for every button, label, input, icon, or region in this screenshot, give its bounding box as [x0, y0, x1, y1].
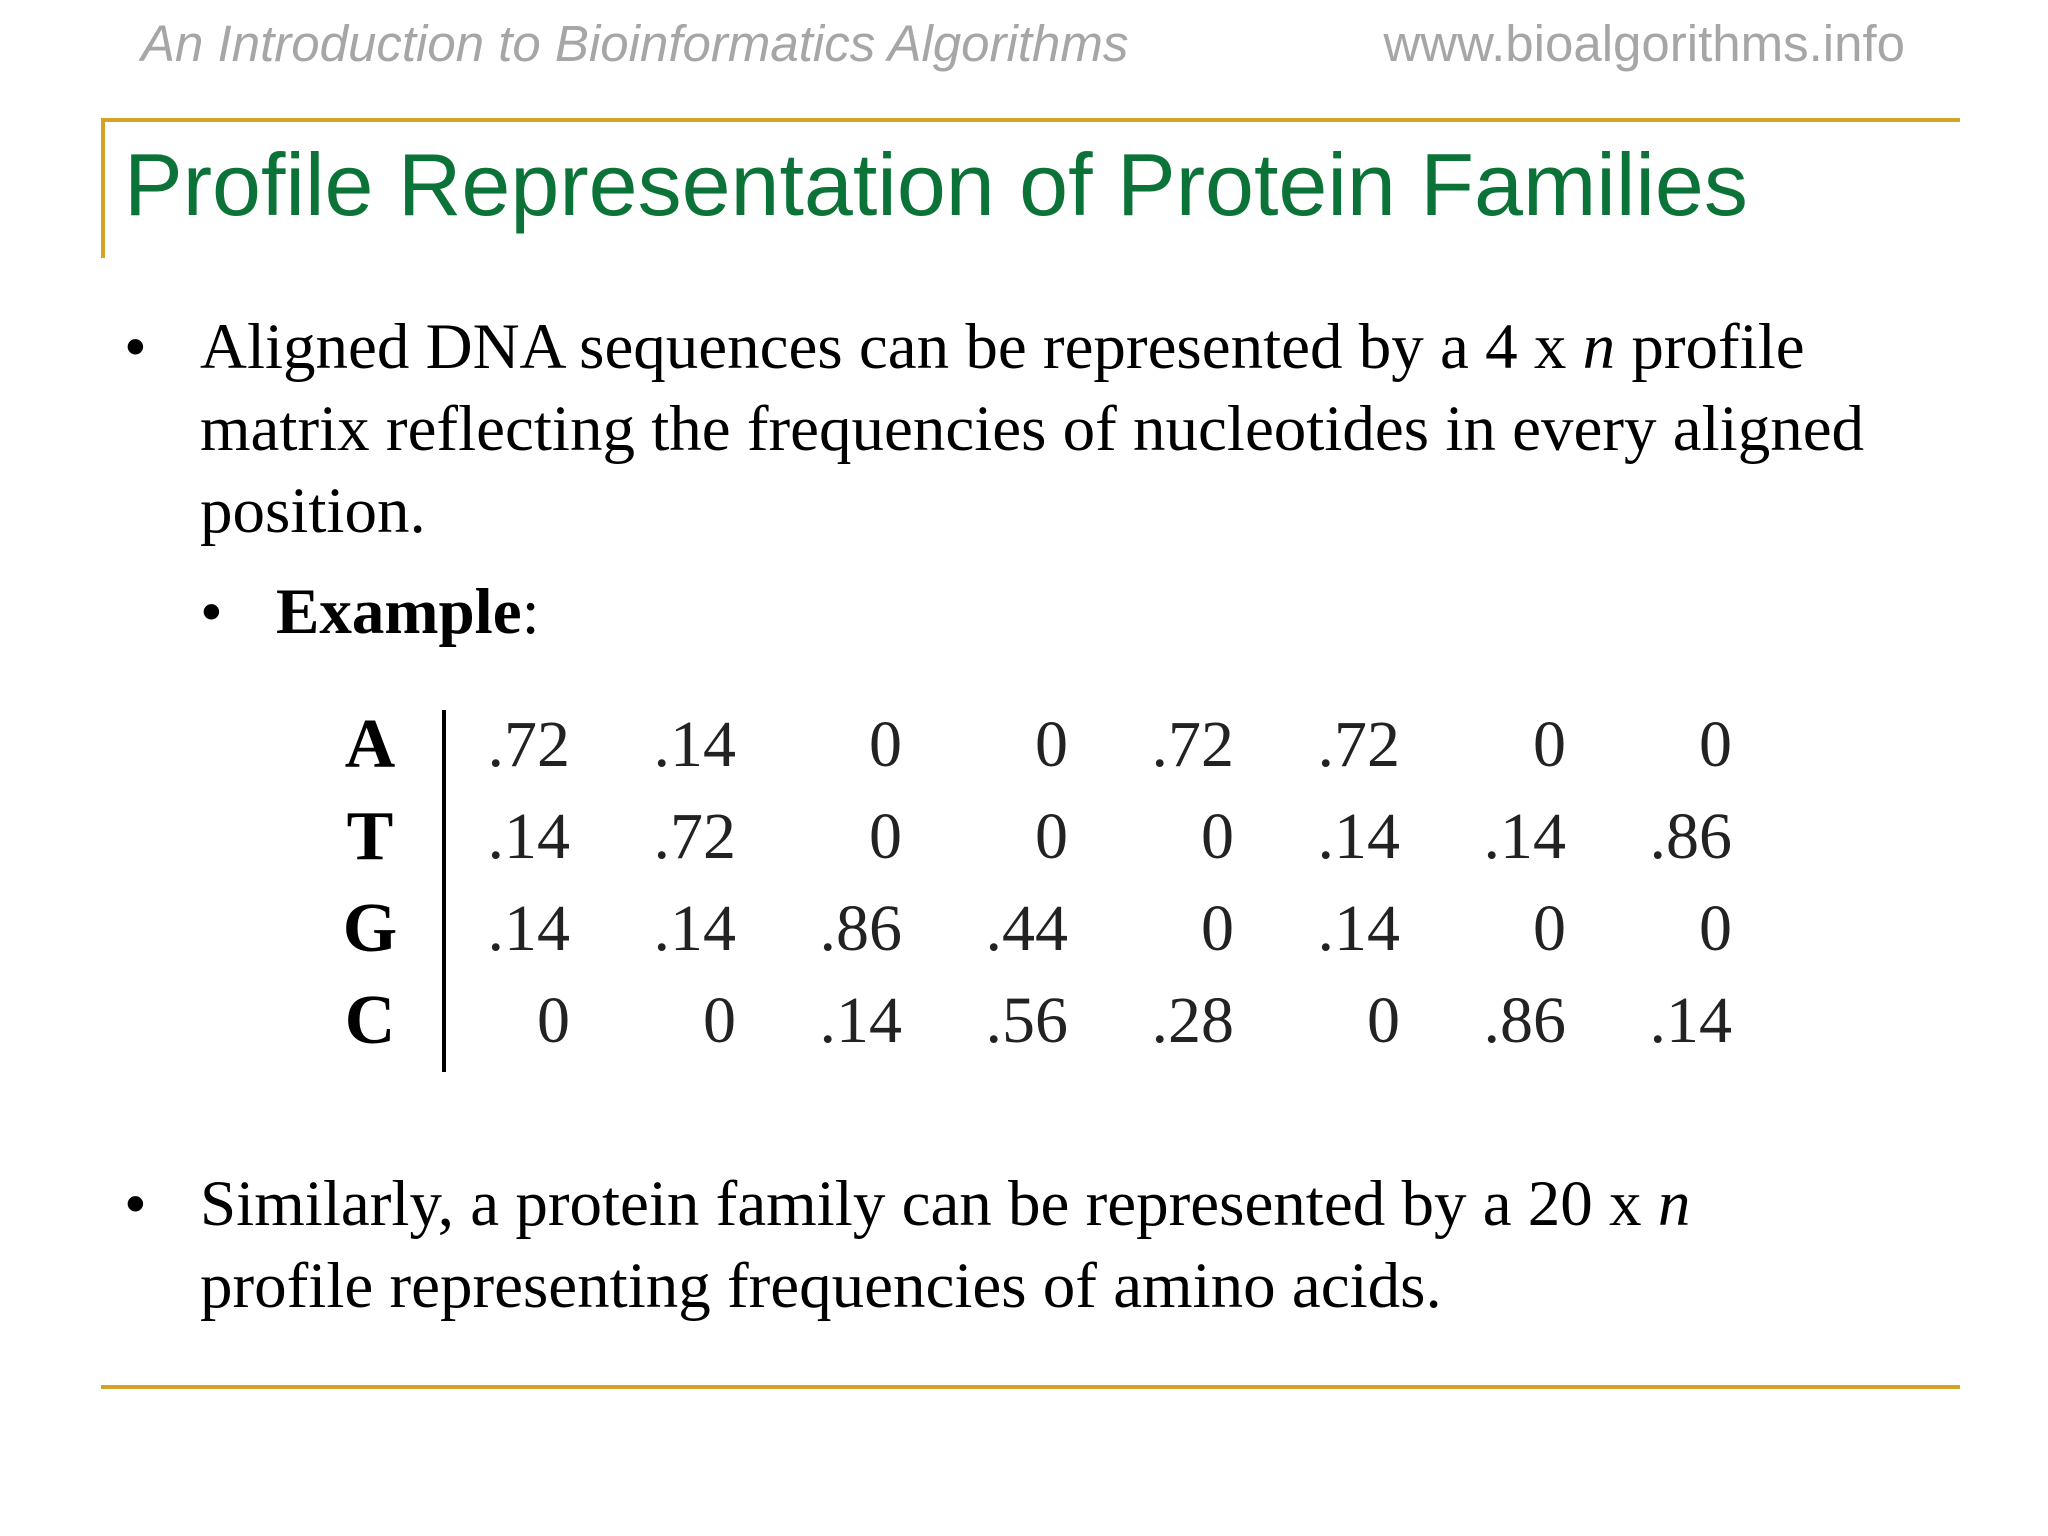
matrix-cell: 0 [537, 984, 570, 1057]
matrix-cell: .72 [1317, 708, 1400, 781]
bullet-text-part: profile matrix reflecting the frequencies of nucleotides in every aligned position. [200, 311, 1865, 547]
matrix-cell: 0 [1699, 892, 1732, 965]
matrix-cell: .14 [1483, 800, 1566, 873]
title-rule-left [101, 118, 105, 258]
bullet-text [276, 571, 540, 653]
variable-n: n [1582, 311, 1616, 383]
matrix-divider [442, 710, 446, 1072]
profile-matrix [330, 700, 1750, 1080]
bullet-text [200, 306, 1990, 552]
bullet-protein-family [124, 1163, 1824, 1333]
matrix-cell: .28 [1151, 984, 1234, 1057]
matrix-cell: 0 [1201, 800, 1234, 873]
matrix-cell: .44 [985, 892, 1068, 965]
matrix-cell: .56 [985, 984, 1068, 1057]
bullet-text-part: Similarly, a protein family can be represented by a 20 x [200, 1168, 1658, 1240]
matrix-cell: .14 [1317, 892, 1400, 965]
bullet-mark: • [124, 311, 147, 383]
bottom-rule [101, 1385, 1960, 1389]
matrix-cell: 0 [1699, 708, 1732, 781]
matrix-cell: .72 [653, 800, 736, 873]
matrix-cell: 0 [1367, 984, 1400, 1057]
bullet-text-part: profile representing frequencies of amino acids. [200, 1250, 1442, 1322]
matrix-cell: .14 [487, 892, 570, 965]
matrix-cell: .14 [1317, 800, 1400, 873]
matrix-cell: 0 [869, 708, 902, 781]
matrix-cell: .72 [1151, 708, 1234, 781]
matrix-cell: .14 [819, 984, 902, 1057]
matrix-cell: .14 [487, 800, 570, 873]
matrix-cell: .14 [1649, 984, 1732, 1057]
matrix-row-label: C [344, 982, 396, 1059]
matrix-cell: .14 [653, 892, 736, 965]
matrix-cell: .86 [819, 892, 902, 965]
matrix-cell: .86 [1649, 800, 1732, 873]
example-label: Example [276, 576, 522, 648]
book-title-header: An Introduction to Bioinformatics Algorithms [141, 15, 1129, 72]
bullet-text-part: Aligned DNA sequences can be represented by a 4 x [200, 311, 1583, 383]
website-header: www.bioalgorithms.info [1383, 15, 1905, 72]
bullet-text [200, 1163, 1840, 1327]
matrix-row-label: A [344, 706, 396, 783]
matrix-cell: .86 [1483, 984, 1566, 1057]
matrix-cell: 0 [1533, 892, 1566, 965]
bullet-aligned-dna [124, 306, 1984, 556]
matrix-cell: 0 [1035, 800, 1068, 873]
matrix-cell: 0 [703, 984, 736, 1057]
matrix-cell: 0 [1201, 892, 1234, 965]
matrix-row-label: G [342, 890, 398, 967]
example-colon: : [521, 576, 540, 648]
title-rule-top [101, 118, 1960, 122]
bullet-mark: • [200, 576, 223, 648]
matrix-cell: 0 [869, 800, 902, 873]
bullet-mark: • [124, 1168, 147, 1240]
matrix-cell: .72 [487, 708, 570, 781]
variable-n: n [1657, 1168, 1691, 1240]
bullet-example [200, 571, 800, 661]
matrix-cell: 0 [1533, 708, 1566, 781]
slide-title: Profile Representation of Protein Families [124, 135, 1748, 234]
matrix-cell: .14 [653, 708, 736, 781]
matrix-cell: 0 [1035, 708, 1068, 781]
matrix-row-label: T [346, 798, 394, 875]
